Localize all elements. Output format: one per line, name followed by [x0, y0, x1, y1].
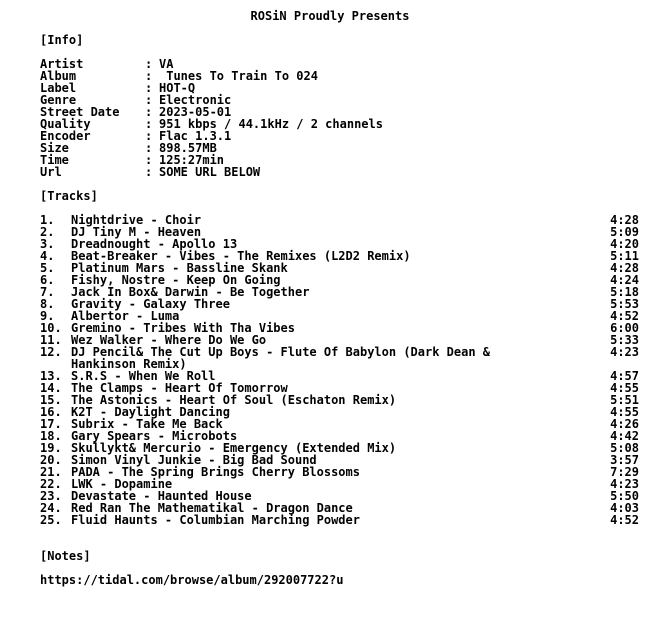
- info-key: Genre: [40, 93, 77, 107]
- track-duration: 4:24: [610, 273, 639, 287]
- track-duration: 4:28: [610, 213, 639, 227]
- track-duration: 4:42: [610, 429, 639, 443]
- track-title: Nightdrive - Choir: [71, 213, 202, 227]
- info-row: [40, 142, 640, 154]
- info-row: [40, 118, 640, 130]
- nfo-document: [40, 10, 640, 586]
- info-value: Flac 1.3.1: [159, 129, 232, 143]
- track-number: 6.: [40, 273, 55, 287]
- track-title: PADA - The Spring Brings Cherry Blossoms: [71, 465, 360, 479]
- track-duration: 4:20: [610, 237, 639, 251]
- info-key: Url: [40, 165, 62, 179]
- info-key: Artist: [40, 57, 84, 71]
- track-duration: 5:33: [610, 333, 639, 347]
- track-title: Fluid Haunts - Columbian Marching Powder: [71, 513, 360, 527]
- track-duration: 4:23: [610, 477, 639, 491]
- track-title: Dreadnought - Apollo 13: [71, 237, 238, 251]
- info-list: [40, 58, 640, 178]
- info-separator: :: [145, 69, 153, 83]
- track-title: Skullykt& Mercurio - Emergency (Extended Mix): [71, 441, 397, 455]
- track-number: 7.: [40, 285, 55, 299]
- track-list: [40, 214, 640, 526]
- track-duration: 5:09: [610, 225, 639, 239]
- track-number: 24.: [40, 501, 62, 515]
- track-title: DJ Tiny M - Heaven: [71, 225, 202, 239]
- info-row: [40, 154, 640, 166]
- notes-link[interactable]: https://tidal.com/browse/album/292007722?u: [40, 573, 344, 587]
- track-title: Beat-Breaker - Vibes - The Remixes (L2D2 Remix): [71, 249, 411, 263]
- track-number: 9.: [40, 309, 55, 323]
- track-title: DJ Pencil& The Cut Up Boys - Flute Of Babylon (Dark Dean & Hankinson Remix): [71, 345, 491, 371]
- info-value: Electronic: [159, 93, 232, 107]
- track-duration: 4:28: [610, 261, 639, 275]
- track-number: 14.: [40, 381, 62, 395]
- notes-header: [Notes]: [40, 549, 91, 563]
- track-row: [40, 514, 640, 526]
- track-number: 12.: [40, 345, 62, 359]
- track-title: Albertor - Luma: [71, 309, 180, 323]
- track-title: S.R.S - When We Roll: [71, 369, 216, 383]
- track-number: 21.: [40, 465, 62, 479]
- info-separator: :: [145, 117, 153, 131]
- info-separator: :: [145, 141, 153, 155]
- track-number: 11.: [40, 333, 62, 347]
- info-key: Quality: [40, 117, 91, 131]
- info-separator: :: [145, 129, 153, 143]
- track-number: 10.: [40, 321, 62, 335]
- track-title: Gary Spears - Microbots: [71, 429, 238, 443]
- track-duration: 5:53: [610, 297, 639, 311]
- track-title: Platinum Mars - Bassline Skank: [71, 261, 288, 275]
- info-key: Encoder: [40, 129, 91, 143]
- info-value: 2023-05-01: [159, 105, 232, 119]
- track-duration: 4:26: [610, 417, 639, 431]
- track-title: Red Ran The Mathematikal - Dragon Dance: [71, 501, 353, 515]
- info-separator: :: [145, 165, 153, 179]
- track-number: 5.: [40, 261, 55, 275]
- track-number: 25.: [40, 513, 62, 527]
- info-separator: :: [145, 81, 153, 95]
- track-number: 2.: [40, 225, 55, 239]
- track-number: 22.: [40, 477, 62, 491]
- track-duration: 5:08: [610, 441, 639, 455]
- track-duration: 6:00: [610, 321, 639, 335]
- track-number: 13.: [40, 369, 62, 383]
- track-duration: 4:55: [610, 381, 639, 395]
- track-duration: 4:23: [610, 345, 639, 359]
- track-duration: 4:52: [610, 309, 639, 323]
- info-row: [40, 70, 640, 82]
- info-key: Album: [40, 69, 77, 83]
- track-title: Gravity - Galaxy Three: [71, 297, 230, 311]
- track-title: LWK - Dopamine: [71, 477, 173, 491]
- track-number: 23.: [40, 489, 62, 503]
- track-number: 19.: [40, 441, 62, 455]
- track-duration: 5:18: [610, 285, 639, 299]
- info-key: Label: [40, 81, 77, 95]
- info-value: Tunes To Train To 024: [159, 69, 318, 83]
- info-key: Time: [40, 153, 69, 167]
- track-row: [40, 346, 640, 370]
- track-number: 18.: [40, 429, 62, 443]
- track-duration: 7:29: [610, 465, 639, 479]
- track-number: 15.: [40, 393, 62, 407]
- info-value: SOME URL BELOW: [159, 165, 261, 179]
- info-value: VA: [159, 57, 174, 71]
- info-separator: :: [145, 93, 153, 107]
- track-duration: 5:11: [610, 249, 639, 263]
- info-value: 125:27min: [159, 153, 225, 167]
- info-row: [40, 94, 640, 106]
- tracks-header: [Tracks]: [40, 189, 98, 203]
- track-duration: 5:51: [610, 393, 639, 407]
- track-number: 20.: [40, 453, 62, 467]
- track-title: The Astonics - Heart Of Soul (Eschaton Remix): [71, 393, 397, 407]
- track-title: Fishy, Nostre - Keep On Going: [71, 273, 281, 287]
- track-number: 16.: [40, 405, 62, 419]
- track-title: Wez Walker - Where Do We Go: [71, 333, 267, 347]
- info-value: 951 kbps / 44.1kHz / 2 channels: [159, 117, 383, 131]
- info-separator: :: [145, 153, 153, 167]
- info-separator: :: [145, 105, 153, 119]
- track-duration: 4:03: [610, 501, 639, 515]
- track-title: K2T - Daylight Dancing: [71, 405, 230, 419]
- track-number: 1.: [40, 213, 55, 227]
- track-duration: 4:52: [610, 513, 639, 527]
- track-duration: 5:50: [610, 489, 639, 503]
- track-number: 3.: [40, 237, 55, 251]
- track-title: Jack In Box& Darwin - Be Together: [71, 285, 310, 299]
- track-title: Subrix - Take Me Back: [71, 417, 223, 431]
- info-row: [40, 166, 640, 178]
- info-key: Street Date: [40, 105, 120, 119]
- info-value: 898.57MB: [159, 141, 217, 155]
- info-separator: :: [145, 57, 153, 71]
- info-row: [40, 82, 640, 94]
- info-key: Size: [40, 141, 69, 155]
- release-title: ROSiN Proudly Presents: [250, 9, 410, 23]
- track-duration: 4:55: [610, 405, 639, 419]
- track-title: Devastate - Haunted House: [71, 489, 252, 503]
- track-number: 8.: [40, 297, 55, 311]
- info-row: [40, 130, 640, 142]
- track-title: The Clamps - Heart Of Tomorrow: [71, 381, 288, 395]
- track-title: Simon Vinyl Junkie - Big Bad Sound: [71, 453, 317, 467]
- track-duration: 4:57: [610, 369, 639, 383]
- track-title: Gremino - Tribes With Tha Vibes: [71, 321, 295, 335]
- track-duration: 3:57: [610, 453, 639, 467]
- info-value: HOT-Q: [159, 81, 196, 95]
- info-row: [40, 58, 640, 70]
- info-header: [Info]: [40, 33, 84, 47]
- track-number: 17.: [40, 417, 62, 431]
- track-number: 4.: [40, 249, 55, 263]
